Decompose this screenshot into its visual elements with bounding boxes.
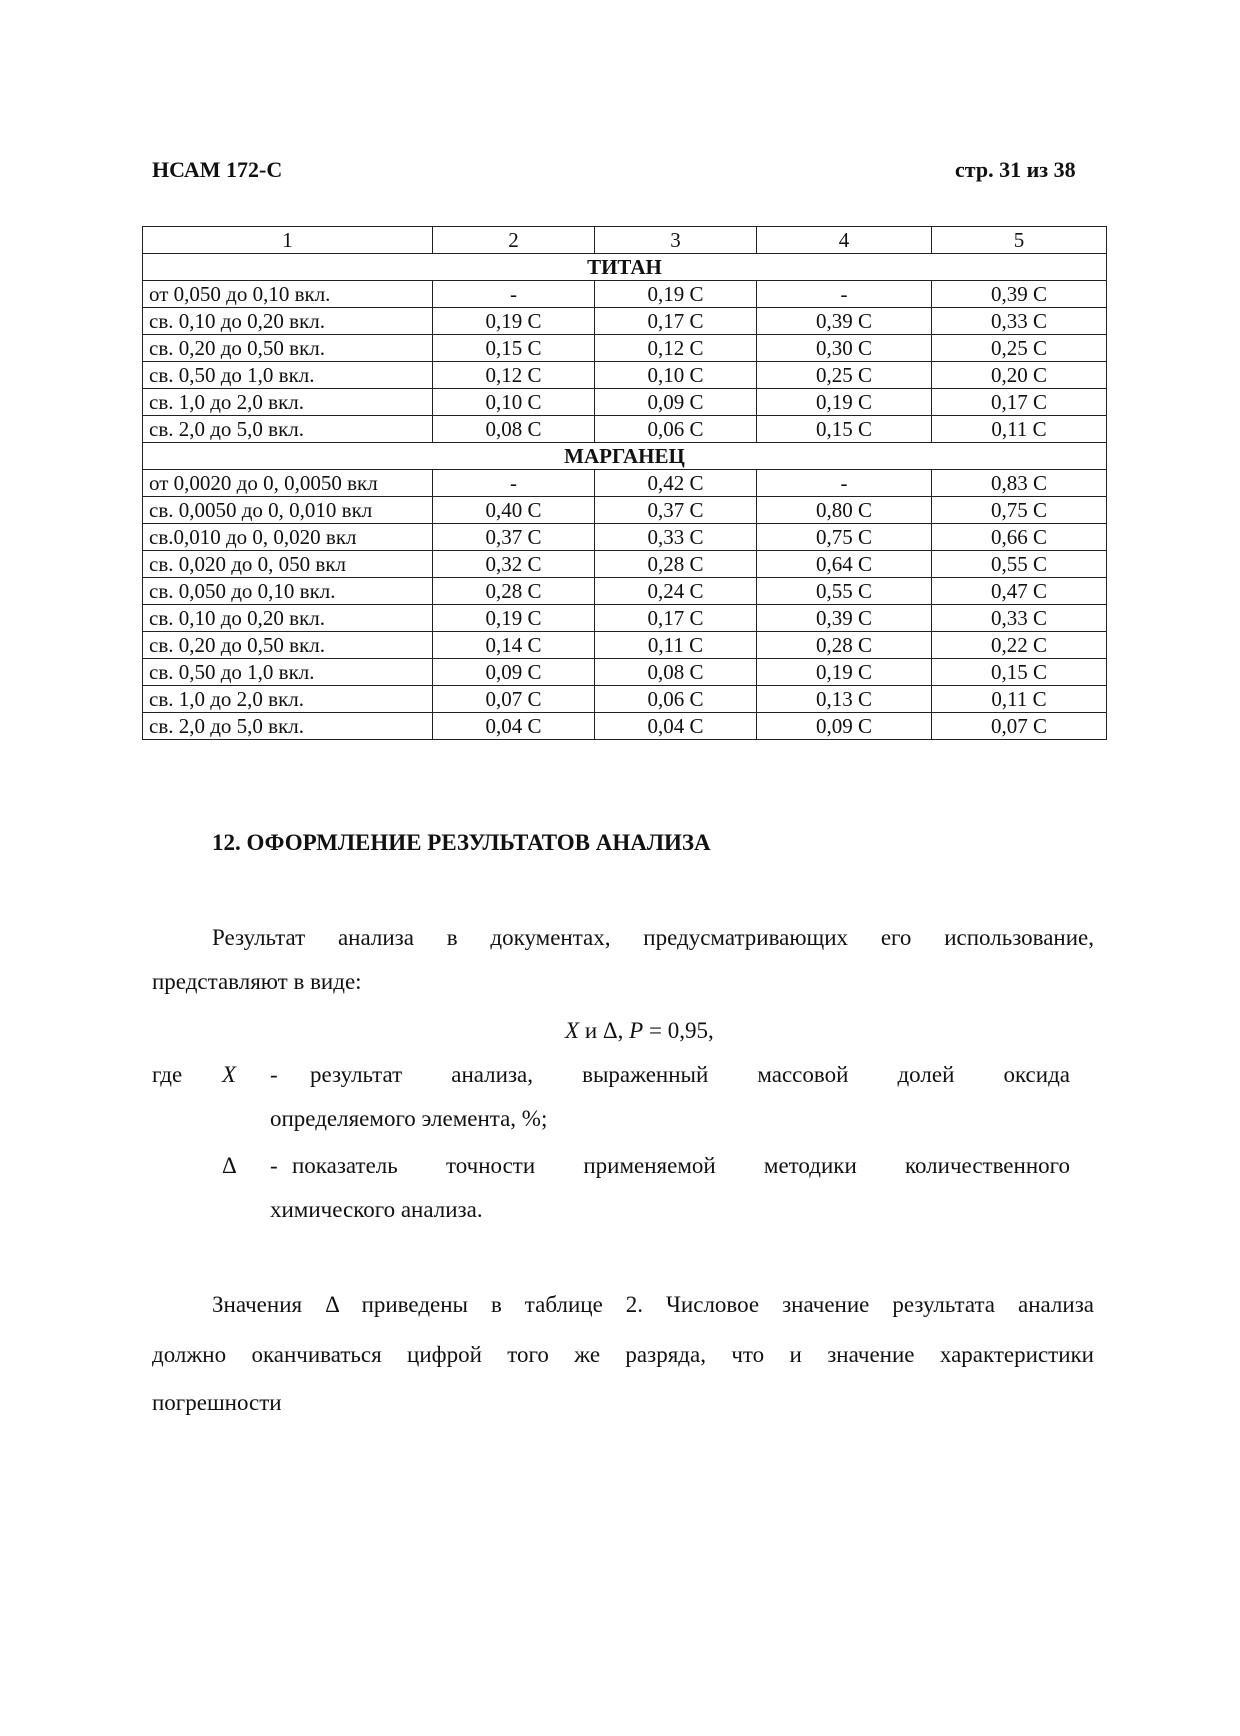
table-cell: 0,13 С xyxy=(757,686,932,713)
table-cell: 0,19 С xyxy=(757,659,932,686)
table-row-range: св.0,010 до 0, 0,020 вкл xyxy=(143,524,433,551)
table-cell: 0,09 С xyxy=(757,713,932,740)
paragraph-2-line-2: должно оканчиваться цифрой того же разряда, что и значение характеристики xyxy=(152,1342,1094,1367)
table-cell: - xyxy=(757,470,932,497)
table-cell: 0,08 С xyxy=(433,416,595,443)
table-cell: 0,39 С xyxy=(757,605,932,632)
table-section-title: ТИТАН xyxy=(143,254,1107,281)
table-cell: 0,33 С xyxy=(595,524,757,551)
table-cell: 0,10 С xyxy=(433,389,595,416)
definition-symbol-delta: Δ xyxy=(222,1153,237,1178)
table-section-row xyxy=(143,254,1107,281)
formula xyxy=(565,1018,714,1044)
definition-delta-line-2: химического анализа. xyxy=(270,1197,483,1222)
table-row-range: св. 0,0050 до 0, 0,010 вкл xyxy=(143,497,433,524)
paragraph-2-line-1: Значения Δ приведены в таблице 2. Числовое значение результата анализа xyxy=(212,1292,1094,1317)
table-row xyxy=(143,470,1107,497)
definition-symbol-x: X xyxy=(222,1062,237,1087)
table-cell: 0,55 С xyxy=(757,578,932,605)
table-cell: 0,66 С xyxy=(932,524,1107,551)
table-cell: 0,19 С xyxy=(757,389,932,416)
table-row xyxy=(143,308,1107,335)
header-page-number: стр. 31 из 38 xyxy=(955,157,1076,182)
table-row-range: св. 0,20 до 0,50 вкл. xyxy=(143,632,433,659)
formula-p-value: = 0,95 xyxy=(648,1018,708,1043)
table-cell: - xyxy=(433,281,595,308)
table-cell: 0,15 С xyxy=(433,335,595,362)
formula-and: и xyxy=(584,1018,598,1043)
section-title: 12. ОФОРМЛЕНИЕ РЕЗУЛЬТАТОВ АНАЛИЗА xyxy=(212,830,711,855)
table-row xyxy=(143,578,1107,605)
table-row xyxy=(143,497,1107,524)
table-row xyxy=(143,659,1107,686)
table-row-range: св. 0,50 до 1,0 вкл. xyxy=(143,659,433,686)
table-cell: 0,11 С xyxy=(932,686,1107,713)
table-row xyxy=(143,524,1107,551)
table-cell: 0,83 С xyxy=(932,470,1107,497)
table-cell: 0,10 С xyxy=(595,362,757,389)
definition-delta-line-1: показатель точности применяемой методики количественного xyxy=(292,1153,1070,1178)
formula-x: X xyxy=(565,1018,580,1043)
definition-x-line-1: результат анализа, выраженный массовой долей оксида xyxy=(310,1062,1070,1087)
table-cell: 0,17 С xyxy=(595,605,757,632)
table-cell: 0,55 С xyxy=(932,551,1107,578)
results-table xyxy=(142,226,1107,740)
table-cell: 0,14 С xyxy=(433,632,595,659)
table-cell: 0,15 С xyxy=(757,416,932,443)
definition-x-line-2: определяемого элемента, %; xyxy=(270,1106,548,1131)
formula-p-label: P xyxy=(629,1018,644,1043)
table-cell: 0,42 С xyxy=(595,470,757,497)
table-cell: 0,12 С xyxy=(595,335,757,362)
table-row-range: от 0,050 до 0,10 вкл. xyxy=(143,281,433,308)
paragraph-1-line-2: представляют в виде: xyxy=(152,969,362,994)
table-cell: 0,04 С xyxy=(433,713,595,740)
table-row xyxy=(143,551,1107,578)
table-cell: 0,09 С xyxy=(595,389,757,416)
table-cell: 0,75 С xyxy=(757,524,932,551)
table-cell: 0,11 С xyxy=(932,416,1107,443)
table-cell: 0,64 С xyxy=(757,551,932,578)
table-row xyxy=(143,389,1107,416)
table-cell: 0,47 С xyxy=(932,578,1107,605)
table-row xyxy=(143,335,1107,362)
table-cell: 0,33 С xyxy=(932,605,1107,632)
table-section-row xyxy=(143,443,1107,470)
table-cell: 0,06 С xyxy=(595,416,757,443)
table-cell: 0,22 С xyxy=(932,632,1107,659)
table-cell: 0,39 С xyxy=(932,281,1107,308)
table-cell: 0,20 С xyxy=(932,362,1107,389)
table-cell: 0,07 С xyxy=(932,713,1107,740)
table-cell: 0,17 С xyxy=(595,308,757,335)
table-cell: 0,24 С xyxy=(595,578,757,605)
table-row-range: св. 0,050 до 0,10 вкл. xyxy=(143,578,433,605)
table-row-range: св. 0,10 до 0,20 вкл. xyxy=(143,605,433,632)
table-cell: 0,19 С xyxy=(595,281,757,308)
table-cell: 0,30 С xyxy=(757,335,932,362)
table-cell: 0,40 С xyxy=(433,497,595,524)
formula-delta: Δ xyxy=(602,1018,618,1043)
table-section-title: МАРГАНЕЦ xyxy=(143,443,1107,470)
table-row xyxy=(143,605,1107,632)
table-header-cell: 2 xyxy=(433,227,595,254)
formula-sep: , xyxy=(617,1018,624,1043)
table-cell: 0,06 С xyxy=(595,686,757,713)
table-cell: 0,12 С xyxy=(433,362,595,389)
table-cell: - xyxy=(757,281,932,308)
table-cell: 0,28 С xyxy=(757,632,932,659)
formula-end: , xyxy=(707,1018,714,1043)
table-row xyxy=(143,686,1107,713)
table-row-range: св. 1,0 до 2,0 вкл. xyxy=(143,686,433,713)
table-cell: 0,17 С xyxy=(932,389,1107,416)
definition-dash: - xyxy=(270,1062,278,1087)
table-header-cell: 5 xyxy=(932,227,1107,254)
table-cell: 0,11 С xyxy=(595,632,757,659)
table-cell: 0,28 С xyxy=(595,551,757,578)
table-cell: 0,25 С xyxy=(757,362,932,389)
table-header-cell: 3 xyxy=(595,227,757,254)
table-row-range: св. 2,0 до 5,0 вкл. xyxy=(143,713,433,740)
table-cell: 0,08 С xyxy=(595,659,757,686)
paragraph-1-line-1: Результат анализа в документах, предусматривающих его использование, xyxy=(212,925,1094,950)
table-cell: 0,09 С xyxy=(433,659,595,686)
table-cell: 0,07 С xyxy=(433,686,595,713)
paragraph-2-line-3: погрешности xyxy=(152,1390,282,1415)
table-row-range: св. 0,10 до 0,20 вкл. xyxy=(143,308,433,335)
table-cell: 0,32 С xyxy=(433,551,595,578)
table-cell: 0,39 С xyxy=(757,308,932,335)
table-header-row xyxy=(143,227,1107,254)
table-row xyxy=(143,416,1107,443)
table-cell: 0,19 С xyxy=(433,605,595,632)
table-row-range: св. 0,20 до 0,50 вкл. xyxy=(143,335,433,362)
definition-prefix: где xyxy=(152,1062,183,1087)
table-row-range: св. 0,50 до 1,0 вкл. xyxy=(143,362,433,389)
table-row-range: св. 2,0 до 5,0 вкл. xyxy=(143,416,433,443)
table-cell: 0,19 С xyxy=(433,308,595,335)
table-cell: 0,37 С xyxy=(595,497,757,524)
table-cell: 0,33 С xyxy=(932,308,1107,335)
table-row xyxy=(143,632,1107,659)
table-cell: 0,15 С xyxy=(932,659,1107,686)
table-cell: 0,80 С xyxy=(757,497,932,524)
table-cell: 0,37 С xyxy=(433,524,595,551)
table-cell: 0,75 С xyxy=(932,497,1107,524)
table-header-cell: 4 xyxy=(757,227,932,254)
table-row xyxy=(143,713,1107,740)
table-row xyxy=(143,281,1107,308)
table-row-range: св. 0,020 до 0, 050 вкл xyxy=(143,551,433,578)
table-row xyxy=(143,362,1107,389)
table-row-range: от 0,0020 до 0, 0,0050 вкл xyxy=(143,470,433,497)
table-row-range: св. 1,0 до 2,0 вкл. xyxy=(143,389,433,416)
table-header-cell: 1 xyxy=(143,227,433,254)
table-cell: 0,04 С xyxy=(595,713,757,740)
definition-dash: - xyxy=(270,1153,278,1178)
table-cell: 0,25 С xyxy=(932,335,1107,362)
table-cell: - xyxy=(433,470,595,497)
table-cell: 0,28 С xyxy=(433,578,595,605)
header-doc-id: НСАМ 172-С xyxy=(152,157,283,182)
